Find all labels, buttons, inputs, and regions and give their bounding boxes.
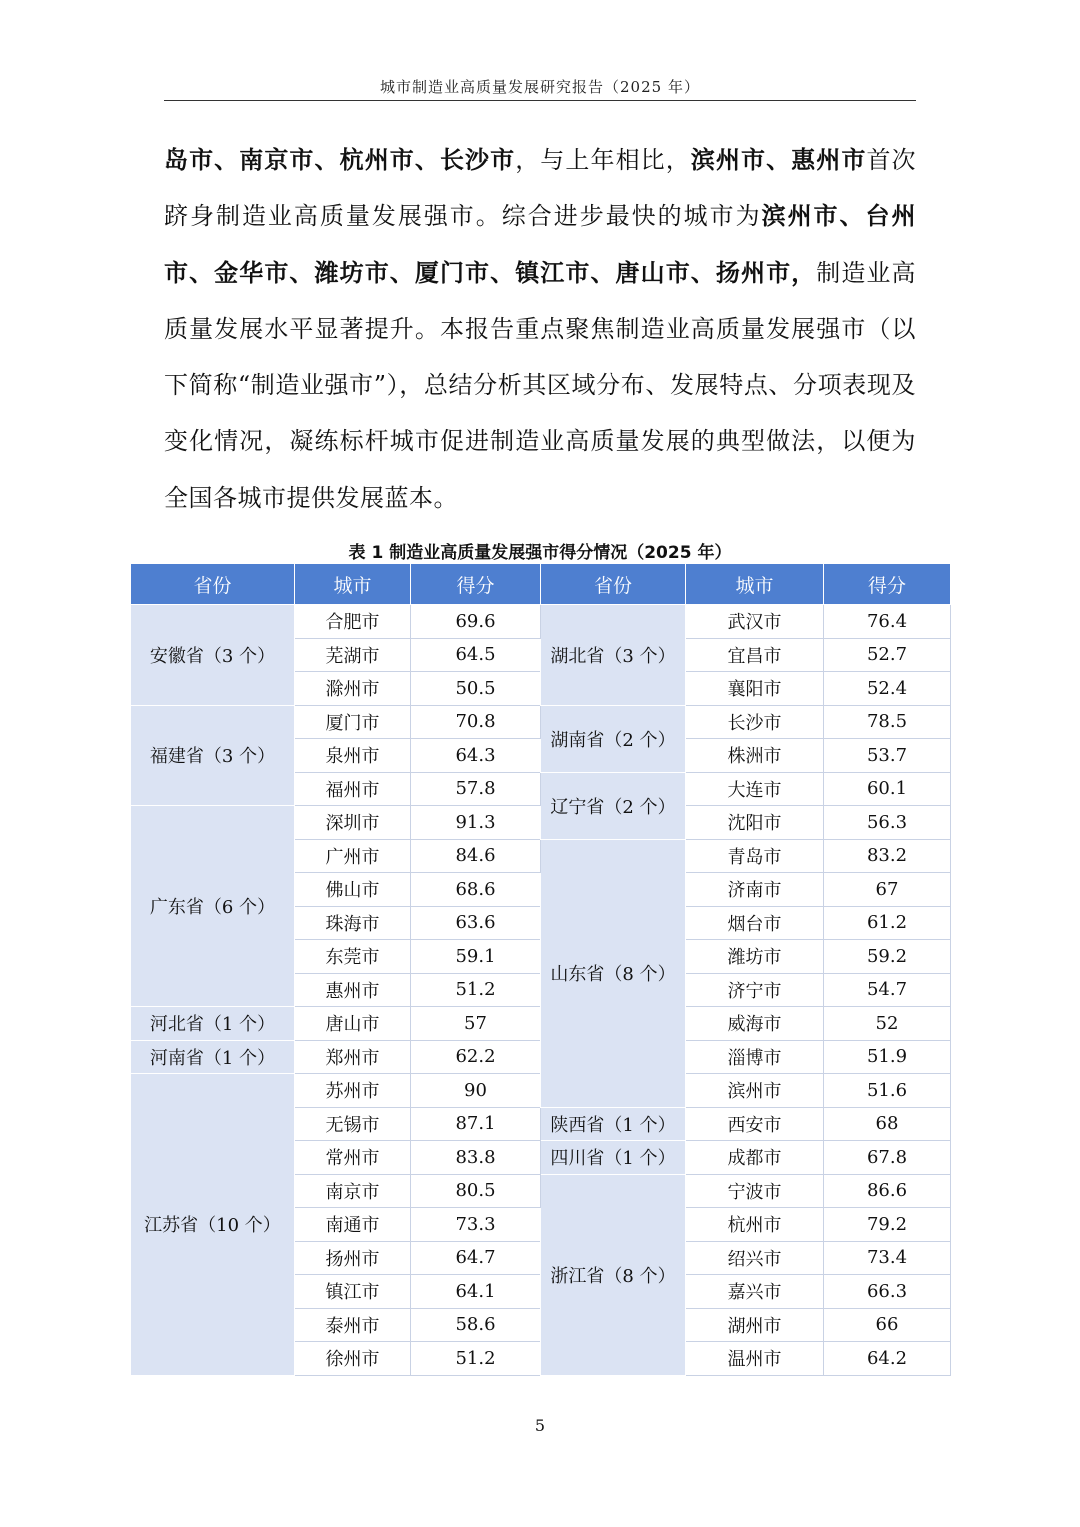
- score-cell: 90: [411, 1074, 541, 1108]
- score-cell: 52.7: [824, 638, 951, 672]
- score-cell: 64.3: [411, 739, 541, 773]
- score-cell: 66: [824, 1308, 951, 1342]
- province-cell: 湖南省（2 个）: [541, 705, 686, 772]
- province-cell: 河南省（1 个）: [131, 1040, 295, 1074]
- table-row: [131, 705, 951, 739]
- city-cell: 常州市: [295, 1141, 411, 1175]
- city-cell: 武汉市: [686, 605, 824, 639]
- score-cell: 91.3: [411, 806, 541, 840]
- score-cell: 87.1: [411, 1107, 541, 1141]
- province-cell: 江苏省（10 个）: [131, 1074, 295, 1376]
- score-cell: 62.2: [411, 1040, 541, 1074]
- score-cell: 68.6: [411, 873, 541, 907]
- body-paragraph: [164, 132, 916, 526]
- score-cell: 52: [824, 1007, 951, 1041]
- score-cell: 86.6: [824, 1174, 951, 1208]
- table-header-row: [131, 564, 951, 605]
- score-cell: 73.3: [411, 1208, 541, 1242]
- column-header: 城市: [295, 564, 411, 605]
- city-cell: 佛山市: [295, 873, 411, 907]
- city-cell: 徐州市: [295, 1342, 411, 1376]
- score-cell: 63.6: [411, 906, 541, 940]
- score-cell: 83.2: [824, 839, 951, 873]
- header-rule: [164, 100, 916, 101]
- city-cell: 深圳市: [295, 806, 411, 840]
- city-cell: 无锡市: [295, 1107, 411, 1141]
- score-cell: 70.8: [411, 705, 541, 739]
- page-header: 城市制造业高质量发展研究报告（2025 年）: [380, 78, 700, 96]
- text-run: 制造业高质量发展水平显著提升。本报告重点聚焦制造业高质量发展强市（以下简称“制造业强市”），总结分析其区域分布、发展特点、分项表现及变化情况，凝练标杆城市促进制造业高质量发展的典型做法，以便为全国各城市提供发展蓝本。: [164, 258, 917, 512]
- city-cell: 青岛市: [686, 839, 824, 873]
- table-row: [131, 605, 951, 639]
- city-cell: 泉州市: [295, 739, 411, 773]
- column-header: 得分: [411, 564, 541, 605]
- score-cell: 51.2: [411, 1342, 541, 1376]
- score-cell: 56.3: [824, 806, 951, 840]
- city-cell: 威海市: [686, 1007, 824, 1041]
- province-cell: 四川省（1 个）: [541, 1141, 686, 1175]
- score-cell: 61.2: [824, 906, 951, 940]
- city-cell: 苏州市: [295, 1074, 411, 1108]
- city-cell: 南通市: [295, 1208, 411, 1242]
- province-cell: 陕西省（1 个）: [541, 1107, 686, 1141]
- score-cell: 83.8: [411, 1141, 541, 1175]
- column-header: 城市: [686, 564, 824, 605]
- city-cell: 福州市: [295, 772, 411, 806]
- city-cell: 湖州市: [686, 1308, 824, 1342]
- province-cell: 安徽省（3 个）: [131, 605, 295, 706]
- score-cell: 64.5: [411, 638, 541, 672]
- score-cell: 50.5: [411, 672, 541, 706]
- province-cell: 河北省（1 个）: [131, 1007, 295, 1041]
- score-cell: 67: [824, 873, 951, 907]
- score-cell: 73.4: [824, 1241, 951, 1275]
- city-cell: 西安市: [686, 1107, 824, 1141]
- score-cell: 76.4: [824, 605, 951, 639]
- city-cell: 潍坊市: [686, 940, 824, 974]
- city-cell: 宁波市: [686, 1174, 824, 1208]
- city-cell: 东莞市: [295, 940, 411, 974]
- column-header: 省份: [541, 564, 686, 605]
- city-cell: 滁州市: [295, 672, 411, 706]
- score-cell: 79.2: [824, 1208, 951, 1242]
- province-cell: 广东省（6 个）: [131, 806, 295, 1007]
- text-run: 首次跻身制造业高质量发展强市。综合进步最快的城市为: [164, 146, 917, 231]
- score-cell: 64.2: [824, 1342, 951, 1376]
- city-cell: 烟台市: [686, 906, 824, 940]
- city-cell: 杭州市: [686, 1208, 824, 1242]
- city-cell: 南京市: [295, 1174, 411, 1208]
- city-cell: 长沙市: [686, 705, 824, 739]
- score-cell: 84.6: [411, 839, 541, 873]
- score-cell: 57: [411, 1007, 541, 1041]
- column-header: 省份: [131, 564, 295, 605]
- city-cell: 济宁市: [686, 973, 824, 1007]
- score-cell: 58.6: [411, 1308, 541, 1342]
- score-cell: 52.4: [824, 672, 951, 706]
- score-cell: 59.1: [411, 940, 541, 974]
- city-cell: 温州市: [686, 1342, 824, 1376]
- score-cell: 64.7: [411, 1241, 541, 1275]
- province-cell: 山东省（8 个）: [541, 839, 686, 1107]
- score-cell: 60.1: [824, 772, 951, 806]
- city-cell: 大连市: [686, 772, 824, 806]
- city-cell: 淄博市: [686, 1040, 824, 1074]
- score-cell: 68: [824, 1107, 951, 1141]
- city-cell: 成都市: [686, 1141, 824, 1175]
- province-cell: 辽宁省（2 个）: [541, 772, 686, 839]
- score-cell: 67.8: [824, 1141, 951, 1175]
- bold-text: 滨州市、台州市、金华市、潍坊市、厦门市、镇江市、唐山市、扬州市，: [164, 202, 917, 287]
- score-cell: 78.5: [824, 705, 951, 739]
- city-cell: 泰州市: [295, 1308, 411, 1342]
- city-cell: 镇江市: [295, 1275, 411, 1309]
- score-cell: 53.7: [824, 739, 951, 773]
- score-cell: 80.5: [411, 1174, 541, 1208]
- city-cell: 广州市: [295, 839, 411, 873]
- score-cell: 64.1: [411, 1275, 541, 1309]
- score-cell: 66.3: [824, 1275, 951, 1309]
- city-cell: 唐山市: [295, 1007, 411, 1041]
- table-caption: 表 1 制造业高质量发展强市得分情况（2025 年）: [348, 543, 732, 563]
- city-cell: 株洲市: [686, 739, 824, 773]
- city-cell: 珠海市: [295, 906, 411, 940]
- score-cell: 51.2: [411, 973, 541, 1007]
- bold-text: 滨州市、惠州市: [690, 146, 867, 174]
- province-cell: 湖北省（3 个）: [541, 605, 686, 706]
- province-cell: 浙江省（8 个）: [541, 1174, 686, 1375]
- bold-text: 岛市、南京市、杭州市、长沙市: [164, 146, 516, 174]
- city-cell: 沈阳市: [686, 806, 824, 840]
- province-cell: 福建省（3 个）: [131, 705, 295, 806]
- city-cell: 襄阳市: [686, 672, 824, 706]
- city-cell: 济南市: [686, 873, 824, 907]
- column-header: 得分: [824, 564, 951, 605]
- score-cell: 51.9: [824, 1040, 951, 1074]
- score-cell: 54.7: [824, 973, 951, 1007]
- city-cell: 宜昌市: [686, 638, 824, 672]
- scores-table: [130, 563, 951, 1376]
- city-cell: 滨州市: [686, 1074, 824, 1108]
- score-cell: 59.2: [824, 940, 951, 974]
- city-cell: 嘉兴市: [686, 1275, 824, 1309]
- city-cell: 芜湖市: [295, 638, 411, 672]
- city-cell: 厦门市: [295, 705, 411, 739]
- text-run: ，与上年相比，: [515, 146, 691, 174]
- table-body: [131, 605, 951, 1376]
- page-number: 5: [534, 1416, 546, 1435]
- score-cell: 69.6: [411, 605, 541, 639]
- city-cell: 绍兴市: [686, 1241, 824, 1275]
- city-cell: 合肥市: [295, 605, 411, 639]
- score-cell: 51.6: [824, 1074, 951, 1108]
- score-cell: 57.8: [411, 772, 541, 806]
- city-cell: 扬州市: [295, 1241, 411, 1275]
- city-cell: 惠州市: [295, 973, 411, 1007]
- city-cell: 郑州市: [295, 1040, 411, 1074]
